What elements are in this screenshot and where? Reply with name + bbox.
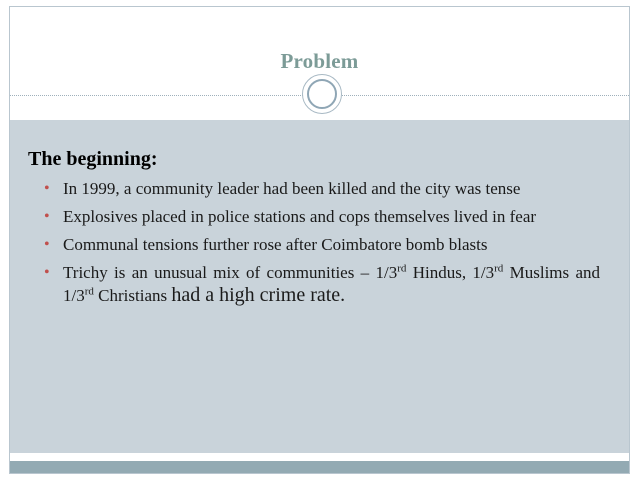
bullet-text: Communal tensions further rose after Coimbatore bomb blasts [63, 235, 488, 254]
ordinal-suffix: rd [397, 262, 407, 275]
list-item [44, 262, 600, 307]
ordinal-suffix: rd [84, 285, 94, 298]
decorative-inner-circle [307, 79, 337, 109]
list-item [44, 206, 600, 228]
bullet-text-part: Muslims and 1/3 [63, 263, 601, 305]
bullet-text: Explosives placed in police stations and cops themselves lived in fear [63, 207, 537, 226]
bullet-icon: • [44, 236, 50, 253]
decorative-circle-icon [302, 74, 342, 114]
bullet-icon: • [44, 208, 50, 225]
bullet-text-part: Hindus, 1/3 [406, 263, 495, 282]
section-heading: The beginning: [28, 148, 158, 170]
list-item [44, 234, 600, 256]
bullet-list [44, 178, 600, 313]
bullet-text: In 1999, a community leader had been killed and the city was tense [63, 179, 521, 198]
slide-title: Problem [280, 49, 359, 73]
emphasis-text: had a high crime rate. [171, 284, 346, 306]
bullet-text-part: Christians [93, 286, 172, 305]
footer-bar [10, 461, 629, 473]
bullet-text-part: Trichy is an unusual mix of communities – 1/3 [63, 263, 398, 282]
bullet-icon: • [44, 264, 50, 281]
list-item [44, 178, 600, 200]
bullet-icon: • [44, 180, 50, 197]
ordinal-suffix: rd [494, 262, 504, 275]
